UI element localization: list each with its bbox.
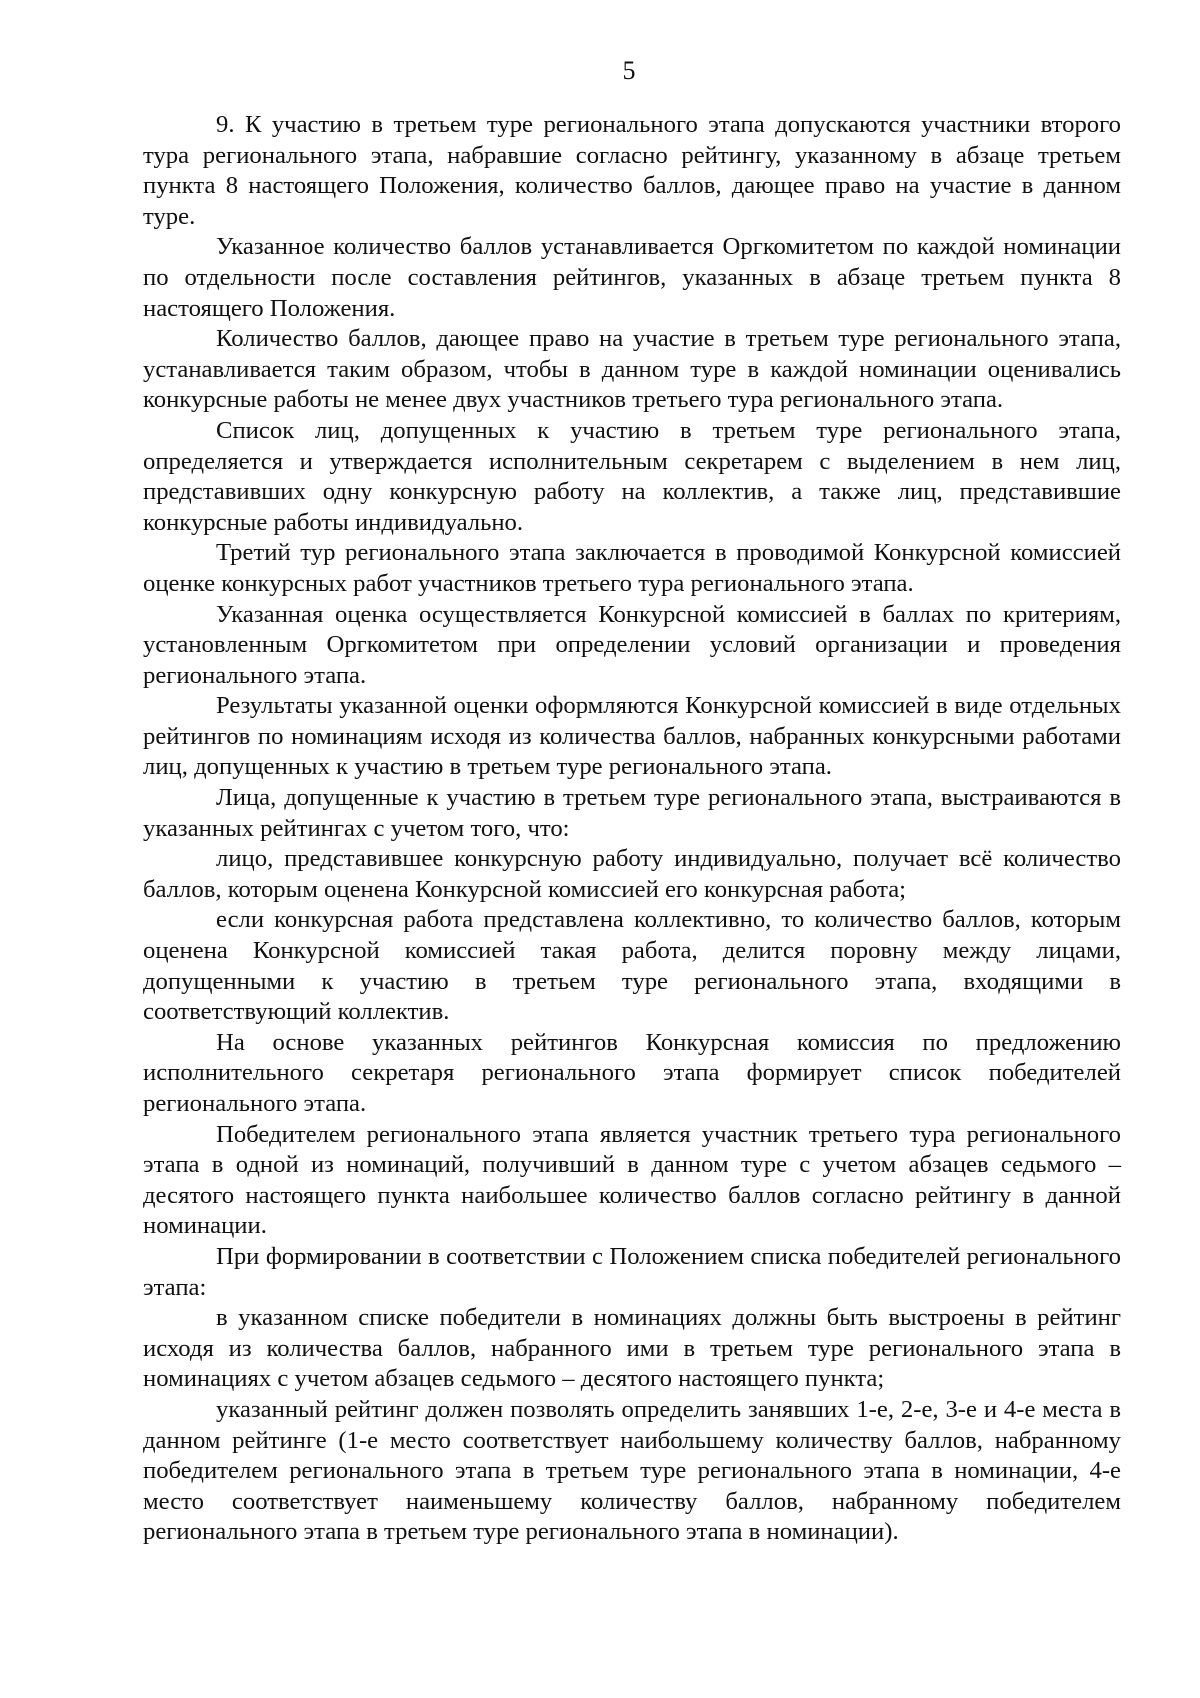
document-body	[143, 110, 1121, 1548]
paragraph-1: 9. К участию в третьем туре регионального этапа допускаются участники второго тура регионального этапа, набравшие согласно рейтингу, указанному в абзаце третьем пункта 8 настоящего Положения, количество баллов, дающее право на участие в данном туре.	[143, 111, 1121, 230]
paragraph-3: Количество баллов, дающее право на участие в третьем туре регионального этапа, устанавливается таким образом, чтобы в данном туре в каждой номинации оценивались конкурсные работы не менее двух участников третьего тура регионального этапа.	[143, 325, 1121, 414]
paragraph-4: Список лиц, допущенных к участию в третьем туре регионального этапа, определяется и утверждается исполнительным секретарем с выделением в нем лиц, представивших одну конкурсную работу на коллектив, а также лиц, представившие конкурсные работы индивидуально.	[143, 416, 1121, 536]
paragraph-15: указанный рейтинг должен позволять определить занявших 1-е, 2-е, 3-е и 4-е места в данном рейтинге (1-е место соответствует наибольшему количеству баллов, набранному победителем регионального этапа в третьем туре регионального этапа в номинации, 4-е место соответствует наименьшему количеству баллов, набранному победителем регионального этапа в третьем туре регионального этапа в номинации).	[143, 1395, 1121, 1546]
paragraph-5: Третий тур регионального этапа заключается в проводимой Конкурсной комиссией оценке конкурсных работ участников третьего тура регионального этапа.	[143, 539, 1121, 597]
paragraph-7: Результаты указанной оценки оформляются Конкурсной комиссией в виде отдельных рейтингов по номинациям исходя из количества баллов, набранных конкурсными работами лиц, допущенных к участию в третьем туре регионального этапа.	[143, 692, 1121, 781]
paragraph-13: При формировании в соответствии с Положением списка победителей регионального этапа:	[143, 1242, 1121, 1301]
paragraph-2: Указанное количество баллов устанавливается Оргкомитетом по каждой номинации по отдельности после составления рейтингов, указанных в абзаце третьем пункта 8 настоящего Положения.	[143, 233, 1121, 322]
paragraph-11: На основе указанных рейтингов Конкурсная комиссия по предложению исполнительного секретаря регионального этапа формирует список победителей регионального этапа.	[143, 1028, 1121, 1117]
paragraph-8: Лица, допущенные к участию в третьем туре регионального этапа, выстраиваются в указанных рейтингах с учетом того, что:	[143, 784, 1121, 842]
paragraph-10: если конкурсная работа представлена коллективно, то количество баллов, которым оценена Конкурсной комиссией такая работа, делится поровну между лицами, допущенными к участию в третьем туре регионального этапа, входящими в соответствующий коллектив.	[143, 906, 1121, 1026]
paragraph-14: в указанном списке победители в номинациях должны быть выстроены в рейтинг исходя из количества баллов, набранного ими в третьем туре регионального этапа в номинациях с учетом абзацев седьмого – десятого настоящего пункта;	[143, 1304, 1121, 1393]
page-number: 5	[622, 56, 636, 85]
paragraph-6: Указанная оценка осуществляется Конкурсной комиссией в баллах по критериям, установленным Оргкомитетом при определении условий организации и проведения регионального этапа.	[143, 600, 1121, 689]
paragraph-9: лицо, представившее конкурсную работу индивидуально, получает всё количество баллов, которым оценена Конкурсной комиссией его конкурсная работа;	[143, 845, 1121, 903]
paragraph-12: Победителем регионального этапа является участник третьего тура регионального этапа в одной из номинаций, получивший в данном туре с учетом абзацев седьмого – десятого настоящего пункта наибольшее количество баллов согласно рейтингу в данной номинации.	[143, 1120, 1121, 1240]
